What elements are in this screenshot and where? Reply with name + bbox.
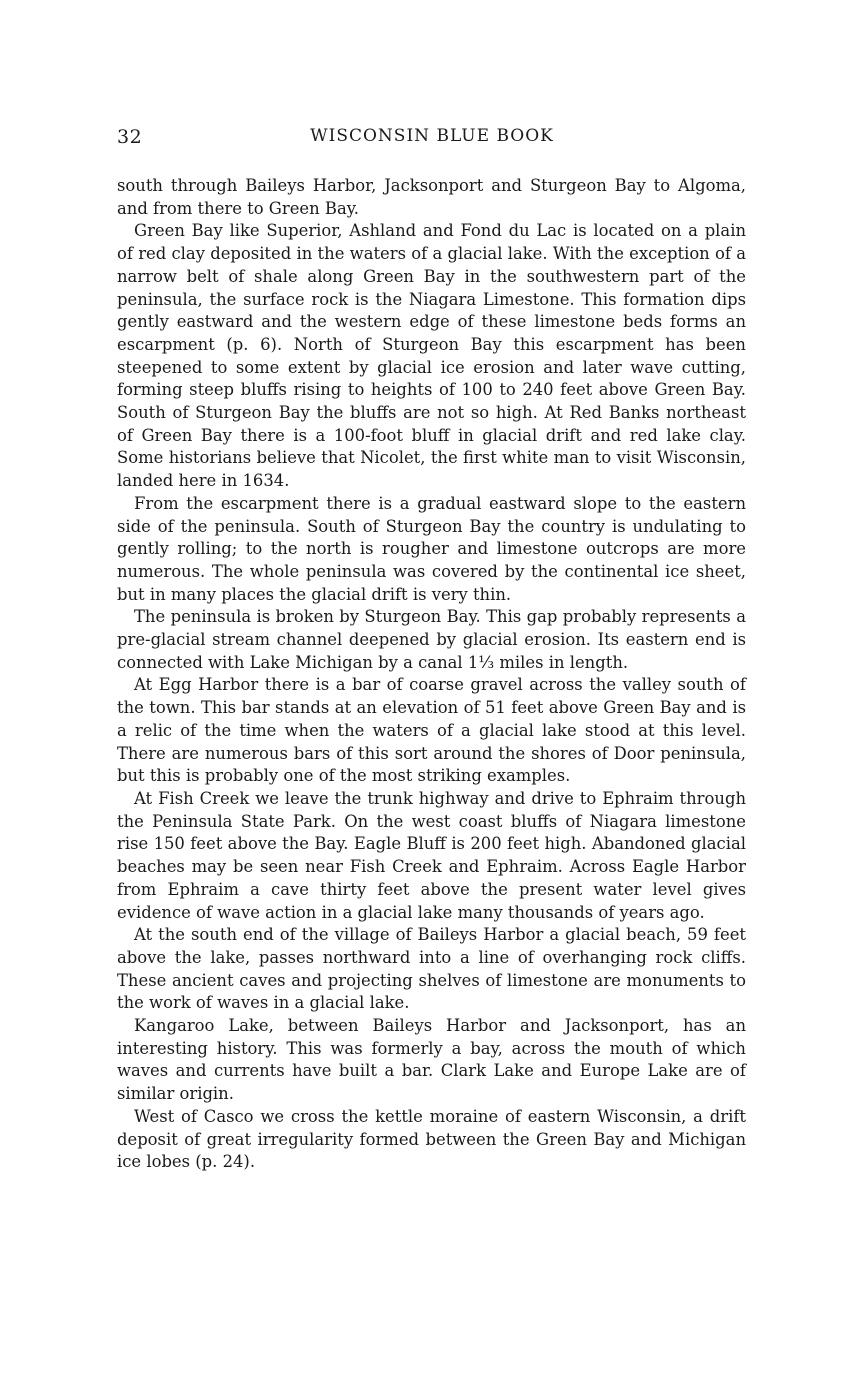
paragraph-green-bay-clay: Green Bay like Superior, Ashland and Fond du Lac is located on a plain of red clay deposited in the waters of a glacial lake. With the exception of a narrow belt of shale along Green Bay in the southwestern part of the peninsula, the surface rock is the Niagara Limestone. This formation dips gently eastward and the western edge of these limestone beds forms an escarpment (p. 6). North of Sturgeon Bay this escarpment has been steepened to some extent by glacial ice erosion and later wave cutting, forming steep bluffs rising to heights of 100 to 240 feet above Green Bay. South of Sturgeon Bay the bluffs are not so high. At Red Banks northeast of Green Bay there is a 100-foot bluff in glacial drift and red lake clay. Some historians believe that Nicolet, the first white man to visit Wisconsin, landed here in 1634.	[117, 221, 746, 491]
paragraph-continuation: south through Baileys Harbor, Jacksonport and Sturgeon Bay to Algoma, and from there to Green Bay.	[117, 176, 746, 218]
running-title: WISCONSIN BLUE BOOK	[310, 126, 554, 146]
paragraph-escarpment-slope: From the escarpment there is a gradual eastward slope to the eastern side of the peninsula. South of Sturgeon Bay the country is undulating to gently rolling; to the north is rougher and limestone outcrops are more numerous. The whole peninsula was covered by the continental ice sheet, but in many places the glacial drift is very thin.	[117, 493, 746, 604]
paragraph-fish-creek: At Fish Creek we leave the trunk highway and drive to Ephraim through the Peninsula State Park. On the west coast bluffs of Niagara limestone rise 150 feet above the Bay. Eagle Bluff is 200 feet high. Abandoned glacial beaches may be seen near Fish Creek and Ephraim. Across Eagle Harbor from Ephraim a cave thirty feet above the present water level gives evidence of wave action in a glacial lake many thousands of years ago.	[117, 788, 746, 922]
body-text	[117, 175, 746, 1174]
page-number: 32	[117, 126, 143, 148]
page-header	[117, 126, 747, 152]
paragraph-kangaroo-lake: Kangaroo Lake, between Baileys Harbor and Jacksonport, has an interesting history. This was formerly a bay, across the mouth of which waves and currents have built a bar. Clark Lake and Europe Lake are of similar origin.	[117, 1016, 746, 1104]
paragraph-kettle-moraine: West of Casco we cross the kettle moraine of eastern Wisconsin, a drift deposit of great irregularity formed between the Green Bay and Michigan ice lobes (p. 24).	[117, 1106, 746, 1172]
paragraph-sturgeon-bay: The peninsula is broken by Sturgeon Bay. This gap probably represents a pre-glacial stream channel deepened by glacial erosion. Its eastern end is connected with Lake Michigan by a canal 1⅓ miles in length.	[117, 607, 746, 672]
paragraph-baileys-harbor: At the south end of the village of Baileys Harbor a glacial beach, 59 feet above the lake, passes northward into a line of overhanging rock cliffs. These ancient caves and projecting shelves of limestone are monuments to the work of waves in a glacial lake.	[117, 925, 746, 1013]
paragraph-egg-harbor: At Egg Harbor there is a bar of coarse gravel across the valley south of the town. This bar stands at an elevation of 51 feet above Green Bay and is a relic of the time when the waters of a glacial lake stood at this level. There are numerous bars of this sort around the shores of Door peninsula, but this is probably one of the most striking examples.	[117, 675, 746, 786]
